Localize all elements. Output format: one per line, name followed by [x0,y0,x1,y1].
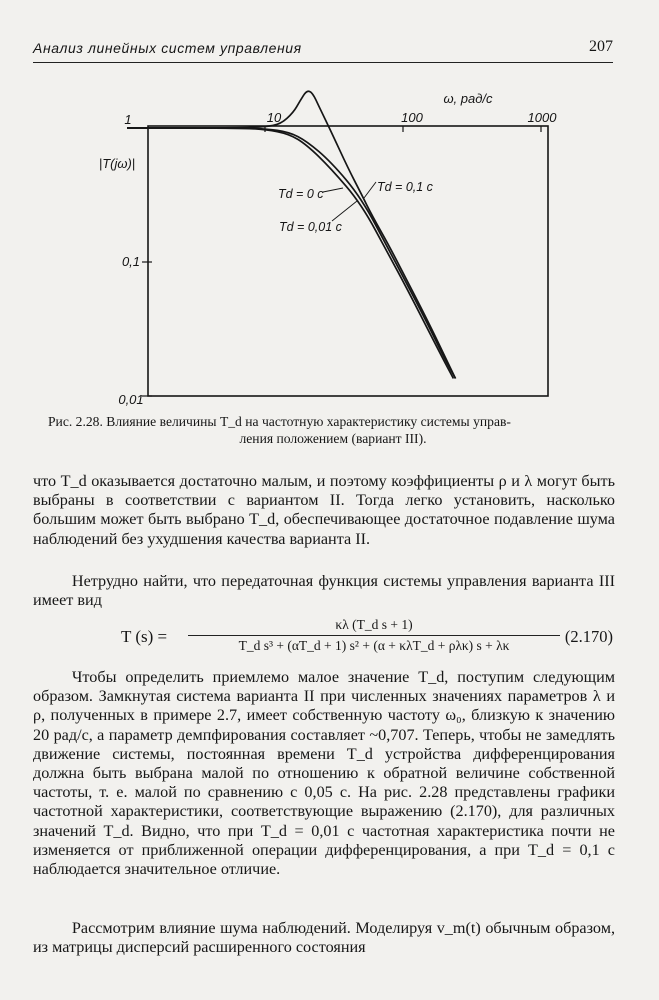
leader-td-0 [323,188,343,192]
frequency-response-chart [0,70,659,410]
equation-2-170 [33,617,615,661]
paragraph-4: Рассмотрим влияние шума наблюдений. Моделируя v_m(t) обычным образом, из матрицы дисперсий расширенного состояния [33,919,615,957]
equation-fraction [188,617,560,654]
equation-lhs: T (s) = [121,627,168,646]
equation-numerator: κλ (T_d s + 1) [335,617,413,632]
figure-caption [48,413,618,447]
running-title: Анализ линейных систем управления [33,40,302,56]
annotation-td-0-1: Td = 0,1 c [377,180,433,194]
paragraph-2: Нетрудно найти, что передаточная функция системы управления варианта III имеет вид [33,572,615,610]
x-tick-label-1000: 1000 [527,110,557,125]
caption-line-2: ления положением (вариант III). [239,431,427,446]
page-number: 207 [589,38,613,55]
y-tick-label-1: 1 [124,112,132,127]
running-header [33,38,613,63]
x-axis-label: ω, рад/с [443,91,493,106]
equation-denominator: T_d s³ + (αT_d + 1) s² + (α + κλT_d + ρλκ) s + λκ [238,638,510,653]
paragraph-3: Чтобы определить приемлемо малое значение T_d, поступим следующим образом. Замкнутая система варианта II при численных значениях параметров λ и ρ, полученных в примере 2.7, имеет собственную частоту ω₀, близкую к значению 20 рад/с, а параметр демпфирования составляет ~0,707. Теперь, чтобы не замедлять движение системы, постоянная времени T_d устройства дифференцирования должна быть выбрана малой по отношению к обратной величине собственной частоты, т. е. малой по сравнению с 0,05 с. На рис. 2.28 представлены графики частотной характеристики, соответствующие выражению (2.170), для различных значений T_d. Видно, что при T_d = 0,01 с частотная характеристика почти не изменяется от приближенной операции дифференцирования, а при T_d = 0,1 с наблюдается значительное отличие. [33,668,615,879]
x-tick-label-10: 10 [266,110,282,125]
y-tick-label-0-1: 0,1 [121,254,141,269]
series-line-0 [127,128,453,379]
leader-td-0-1 [364,182,376,198]
y-axis-label: |T(jω)| [98,156,136,171]
annotation-td-0-01: Td = 0,01 c [279,220,342,234]
paragraph-1: что T_d оказывается достаточно малым, и поэтому коэффициенты ρ и λ могут быть выбраны в соответствии с вариантом II. Тогда легко установить, насколько большим может быть выбрано T_d, обеспечивающее достаточное подавление шума наблюдений без ухудшения качества варианта II. [33,472,615,548]
annotation-td-0: Td = 0 c [278,187,324,201]
caption-line-1: Рис. 2.28. Влияние величины T_d на частотную характеристику системы управ- [48,414,511,429]
x-tick-label-100: 100 [401,110,423,125]
series-line-1 [127,128,456,379]
equation-number: (2.170) [564,627,613,646]
leader-td-0-01 [332,201,357,221]
y-tick-label-0-01: 0,01 [118,392,144,407]
